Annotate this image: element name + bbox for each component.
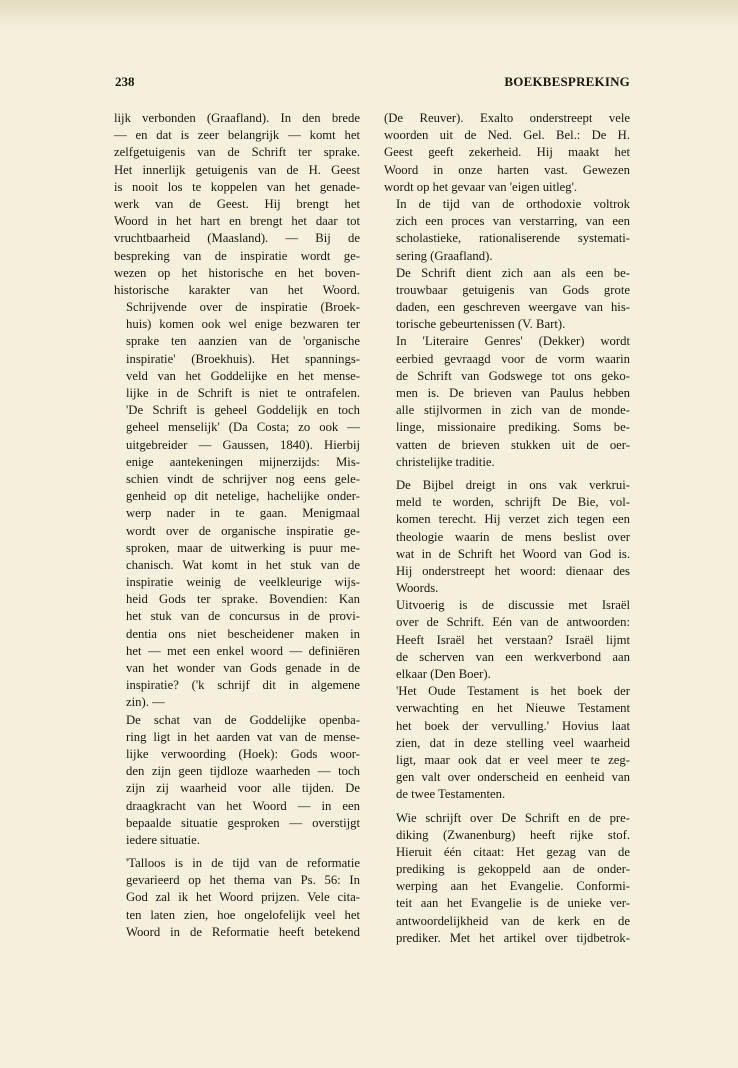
text-line: christelijke traditie. [396, 454, 495, 469]
paragraph [114, 299, 360, 712]
right-column [384, 110, 630, 947]
text-line: teit aan het Evangelie is de unieke ver- [396, 896, 630, 911]
text-line: enige aantekeningen mijnerzijds: Mis- [126, 454, 360, 469]
paragraph [384, 683, 630, 803]
text-line: eerbied gevraagd voor de vorm waarin [396, 351, 630, 366]
paragraph [384, 477, 630, 597]
text-line: Woords. [396, 581, 439, 596]
text-line: ring ligt in het aarden vat van de mense- [126, 729, 360, 744]
text-line: lijk verbonden (Graafland). In den brede [114, 111, 360, 125]
text-line: den zijn geen tijdloze waarheden — toch [126, 764, 360, 779]
text-line: historische karakter van het Woord. [114, 282, 360, 297]
text-line: 'Talloos is in de tijd van de reformatie [126, 856, 360, 871]
paragraph [384, 597, 630, 683]
text-line: meld te worden, schrijft De Bie, vol- [396, 495, 630, 510]
paragraph [114, 712, 360, 850]
paragraph [114, 110, 360, 299]
text-line: bespreking van de inspiratie wordt ge- [114, 248, 360, 263]
text-line: Woord in onze harten vast. Gewezen [384, 162, 630, 177]
text-line: elkaar (Den Boer). [396, 667, 491, 681]
text-line: sering (Graafland). [396, 248, 493, 263]
text-line: Uitvoerig is de discussie met Israël [396, 598, 630, 613]
text-line: sproken, maar de uitwerking is puur me- [126, 540, 360, 555]
text-line: sprake ten aanzien van de 'organische [126, 334, 360, 349]
text-line: Wie schrijft over De Schrift en de pre- [396, 810, 630, 825]
text-line: over de Schrift. Eén van de antwoorden: [396, 615, 630, 630]
text-line: zien, dat in deze stelling veel waarheid [396, 735, 630, 750]
text-line: trouwbaar getuigenis van Gods grote [396, 282, 630, 297]
paragraph [114, 855, 360, 941]
text-line: Woord in de Reformatie heeft betekend [126, 924, 360, 939]
text-line: Schrijvende over de inspiratie (Broek- [126, 300, 360, 315]
text-line: Hieruit één citaat: Het gezag van de [396, 844, 630, 859]
text-line: alle stijlvormen in zich van de monde- [396, 403, 630, 418]
text-line: 'De Schrift is geheel Goddelijk en toch [126, 403, 360, 418]
text-line: Het innerlijk getuigenis van de H. Geest [114, 162, 360, 177]
text-line: zin). — [126, 695, 165, 710]
text-line: inspiratie' (Broekhuis). Het spannings- [126, 351, 360, 366]
text-line: vruchtbaarheid (Maasland). — Bij de [114, 231, 360, 246]
text-line: de Schrift van Godswege tot ons geko- [396, 368, 630, 383]
text-line: Geest geeft zekerheid. Hij maakt het [384, 145, 630, 160]
text-line: werp nader in te gaan. Menigmaal [126, 506, 360, 521]
text-line: prediking is gekoppeld aan de onder- [396, 862, 630, 877]
text-line: Woord in het hart en brengt het daar tot [114, 214, 360, 229]
text-line: chanisch. Wat komt in het stuk van de [126, 557, 360, 572]
text-line: het stuk van de concursus in de provi- [126, 609, 360, 624]
text-line: uitgebreider — Gaussen, 1840). Hierbij [126, 437, 360, 452]
text-line: verwachting en het Nieuwe Testament [396, 701, 630, 716]
text-line: men is. De brieven van Paulus hebben [396, 386, 630, 400]
text-line: De schat van de Goddelijke openba- [126, 712, 360, 727]
text-line: — en dat is zeer belangrijk — komt het [114, 128, 360, 143]
text-line: van het wonder van Gods genade in de [126, 661, 360, 675]
text-line: lijke in de Schrift is niet te ontrafelen. [126, 386, 360, 400]
text-line: is nooit los te koppelen van het genade- [114, 179, 360, 194]
text-line: schien vindt de schrijver nog eens gele- [126, 471, 360, 486]
text-line: heid Gods ter sprake. Bovendien: Kan [126, 592, 360, 607]
text-line: In 'Literaire Genres' (Dekker) wordt [396, 334, 630, 349]
paragraph [384, 810, 630, 948]
text-line: inspiratie? ('k schrijf dit in algemene [126, 678, 360, 693]
text-line: wordt op het gevaar van 'eigen uitleg'. [384, 179, 578, 194]
text-line: scholastieke, rationaliserende systemati- [396, 231, 630, 246]
text-line: werk van de Geest. Hij brengt het [114, 196, 360, 211]
text-line: inspiratie weinig de veelkleurige wijs- [126, 575, 360, 590]
text-line: draagkracht van het Woord — in een [126, 798, 360, 813]
text-line: De Bijbel dreigt in ons vak verkrui- [396, 477, 630, 492]
page-top-shadow [0, 0, 738, 30]
text-line: geheel menselijk' (Da Costa; zo ook — [126, 420, 360, 435]
text-line: wordt over de organische inspiratie ge- [126, 523, 360, 538]
text-line: iedere situatie. [126, 832, 200, 847]
page-number: 238 [115, 74, 135, 89]
text-line: wat in de Schrift het Woord van God is. [396, 546, 630, 561]
text-line: zijn zij waarheid voor alle tijden. De [126, 781, 360, 796]
text-line: zelfgetuigenis van de Schrift ter sprake. [114, 145, 360, 160]
text-line: bepaalde situatie gesproken — overstijgt [126, 815, 360, 830]
text-line: theologie waarin de mens beslist over [396, 529, 630, 544]
text-line: gen valt over onderscheid en eenheid van [396, 770, 630, 785]
text-line: de scherven van een werkverbond aan [396, 649, 630, 664]
text-line: komen terecht. Hij verzet zich tegen een [396, 512, 630, 527]
left-column [114, 110, 360, 941]
text-line: De Schrift dient zich aan als een be- [396, 265, 630, 280]
text-line: lijke verwoording (Hoek): Gods woor- [126, 746, 360, 761]
text-line: antwoordelijkheid van de kerk en de [396, 913, 630, 928]
text-line: huis) komen ook wel enige bezwaren ter [126, 317, 360, 332]
text-line: dentia ons niet bescheidener maken in [126, 626, 360, 641]
paragraph [384, 333, 630, 471]
text-line: wezen op het historische en het boven- [114, 265, 360, 280]
text-line: werping aan het Evangelie. Conformi- [396, 879, 630, 894]
text-line: het — met een enkel woord — definiëren [126, 643, 360, 658]
text-line: (De Reuver). Exalto onderstreept vele [384, 111, 630, 125]
text-line: linge, missionaire prediking. Soms be- [396, 420, 630, 435]
text-line: ten laten zien, hoe ongelofelijk veel het [126, 907, 360, 922]
text-line: diking (Zwanenburg) heeft rijke stof. [396, 827, 630, 842]
text-line: God zal ik het Woord prijzen. Vele cita- [126, 890, 360, 905]
text-line: torische gebeurtenissen (V. Bart). [396, 317, 566, 332]
text-line: vatten de brieven stukken uit de oer- [396, 437, 630, 452]
text-line: woorden uit de Ned. Gel. Bel.: De H. [384, 128, 630, 143]
text-line: gevarieerd op het thema van Ps. 56: In [126, 873, 360, 888]
text-line: daden, een geschreven weergave van his- [396, 300, 630, 315]
text-line: In de tijd van de orthodoxie voltrok [396, 196, 630, 211]
running-title: BOEKBESPREKING [504, 74, 630, 89]
paragraph [384, 196, 630, 265]
text-line: Hij onderstreept het woord: dienaar des [396, 563, 630, 578]
paragraph [384, 110, 630, 196]
text-line: Heeft Israël het verstaan? Israël lijmt [396, 632, 630, 647]
text-line: het boek der vervulling.' Hovius laat [396, 718, 630, 733]
text-line: zich een proces van verstarring, van een [396, 214, 630, 229]
text-line: de twee Testamenten. [396, 787, 506, 802]
text-line: veld van het Goddelijke en het mense- [126, 368, 360, 383]
paragraph [384, 265, 630, 334]
text-line: 'Het Oude Testament is het boek der [396, 684, 630, 699]
text-line: genheid op dit netelige, hachelijke onder- [126, 489, 360, 504]
text-line: ligt, maar ook dat er veel meer te zeg- [396, 752, 630, 767]
text-line: prediker. Met het artikel over tijdbetrok- [396, 930, 630, 945]
